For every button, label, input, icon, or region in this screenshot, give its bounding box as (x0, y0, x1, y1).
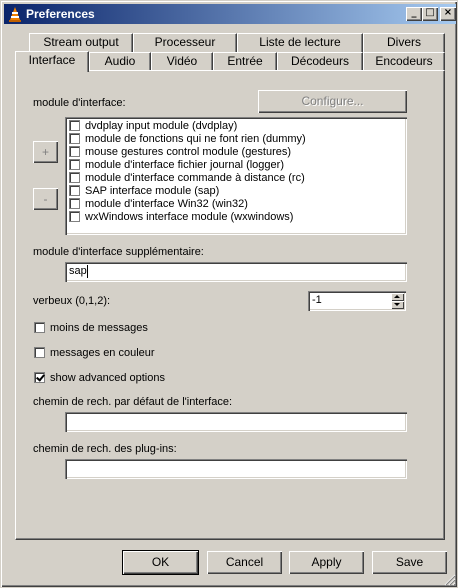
tab-interface[interactable]: Interface (15, 51, 89, 72)
extra-module-label: module d'interface supplémentaire: (33, 246, 204, 258)
ok-button[interactable]: OK (123, 551, 198, 574)
title-bar[interactable] (4, 4, 456, 24)
text-cursor (87, 265, 88, 278)
list-item[interactable]: wxWindows interface module (wxwindows) (69, 211, 293, 224)
list-item[interactable]: module d'interface Win32 (win32) (69, 198, 248, 211)
tab-liste-de-lecture[interactable]: Liste de lecture (237, 33, 363, 52)
module-checkbox[interactable] (69, 172, 80, 183)
up-arrow-icon (394, 295, 400, 298)
remove-module-button[interactable]: - (33, 188, 58, 210)
extra-module-field[interactable] (65, 262, 407, 282)
module-checkbox[interactable] (69, 211, 80, 222)
verbose-value: -1 (312, 294, 322, 306)
down-arrow-icon (394, 303, 400, 306)
spinner-down-button[interactable] (391, 301, 404, 309)
close-button[interactable]: × (440, 7, 456, 21)
module-checkbox[interactable] (69, 120, 80, 131)
intf-path-field[interactable] (65, 412, 407, 432)
module-checkbox[interactable] (69, 185, 80, 196)
list-item[interactable]: module d'interface commande à distance (rc) (69, 172, 305, 185)
spinner-up-button[interactable] (391, 293, 404, 301)
quiet-checkbox[interactable] (34, 322, 45, 333)
list-item[interactable]: dvdplay input module (dvdplay) (69, 120, 237, 133)
color-option[interactable]: messages en couleur (34, 347, 155, 359)
verbose-label: verbeux (0,1,2): (33, 295, 111, 307)
advanced-option[interactable]: show advanced options (34, 372, 165, 384)
list-item[interactable]: mouse gestures control module (gestures) (69, 146, 291, 159)
color-checkbox[interactable] (34, 347, 45, 358)
module-listbox[interactable] (65, 117, 407, 235)
tab-divers[interactable]: Divers (363, 33, 445, 52)
resize-grip-icon[interactable] (443, 573, 456, 586)
tab-audio[interactable]: Audio (89, 52, 151, 71)
tab-stream-output[interactable]: Stream output (29, 33, 133, 52)
cancel-button[interactable]: Cancel (207, 551, 282, 574)
save-button[interactable]: Save (372, 551, 447, 574)
verbose-spinner[interactable] (308, 291, 406, 311)
module-label: module d'interface: (33, 97, 126, 109)
module-checkbox[interactable] (69, 198, 80, 209)
list-item[interactable]: SAP interface module (sap) (69, 185, 219, 198)
tab-encodeurs[interactable]: Encodeurs (363, 52, 445, 71)
minimize-button[interactable]: _ (406, 7, 422, 21)
extra-module-value: sap (69, 265, 87, 277)
quiet-option[interactable]: moins de messages (34, 322, 148, 334)
tab-decodeurs[interactable]: Décodeurs (277, 52, 363, 71)
plugin-path-field[interactable] (65, 459, 407, 479)
module-checkbox[interactable] (69, 159, 80, 170)
tab-entree[interactable]: Entrée (213, 52, 277, 71)
vlc-cone-icon (7, 6, 23, 22)
advanced-checkbox[interactable] (34, 372, 45, 383)
add-module-button[interactable]: + (33, 141, 58, 163)
module-checkbox[interactable] (69, 133, 80, 144)
configure-button[interactable]: Configure... (258, 90, 407, 113)
list-item[interactable]: module de fonctions qui ne font rien (dummy) (69, 133, 306, 146)
plugin-path-label: chemin de rech. des plug-ins: (33, 443, 177, 455)
tab-video[interactable]: Vidéo (151, 52, 213, 71)
module-checkbox[interactable] (69, 146, 80, 157)
intf-path-label: chemin de rech. par défaut de l'interface: (33, 396, 232, 408)
tab-processeur[interactable]: Processeur (133, 33, 237, 52)
maximize-button[interactable]: □ (422, 7, 438, 21)
list-item[interactable]: module d'interface fichier journal (logger) (69, 159, 284, 172)
window-title: Preferences (26, 7, 95, 21)
apply-button[interactable]: Apply (289, 551, 364, 574)
